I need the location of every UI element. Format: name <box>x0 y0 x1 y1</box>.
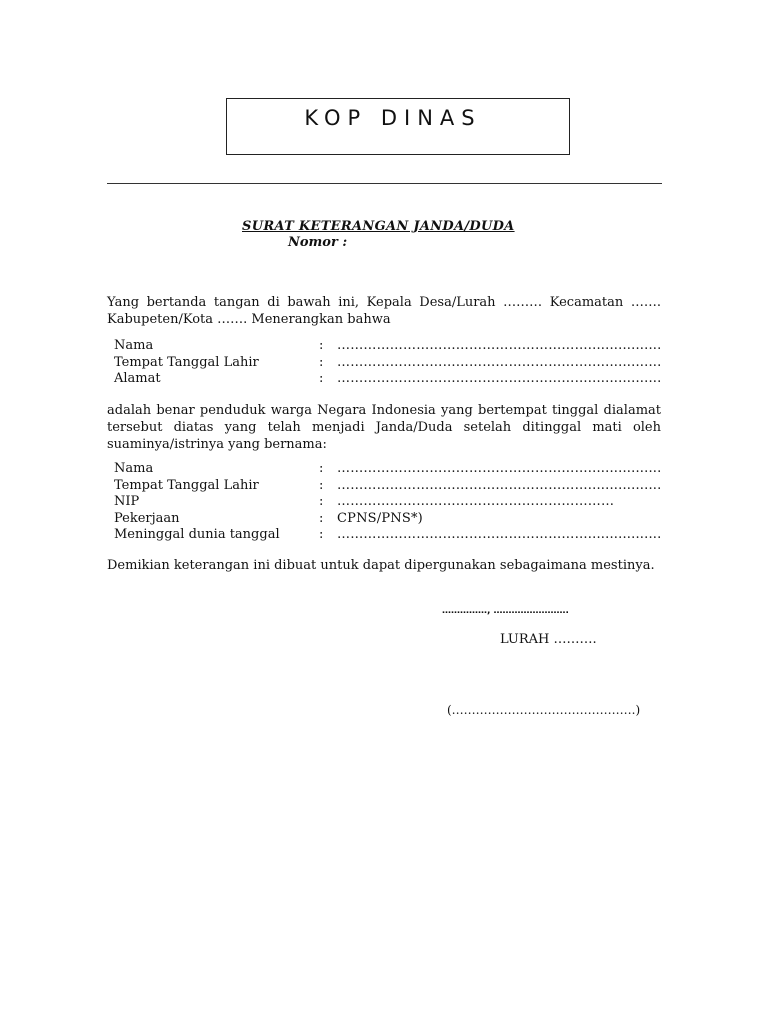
field-value: ……………………………………………………… <box>337 494 615 509</box>
field-label: Tempat Tanggal Lahir <box>114 354 259 370</box>
field-colon: : <box>319 354 324 370</box>
field-value: …………………………………………………................. <box>337 371 662 386</box>
signature-title: LURAH ………. <box>500 632 597 647</box>
field-label: Meninggal dunia tanggal <box>114 527 280 542</box>
letterhead-label: KOP DINAS <box>304 106 482 130</box>
field-value: …………………………………………………................. <box>337 461 662 476</box>
field-label: Tempat Tanggal Lahir <box>114 477 259 493</box>
letterhead-divider <box>107 183 662 184</box>
signature-place-date: ……………, ……………………. <box>442 606 569 616</box>
field-label: NIP <box>114 494 140 509</box>
status-paragraph: adalah benar penduduk warga Negara Indonesia yang bertempat tinggal dialamat tersebut diatas yang telah menjadi Janda/Duda setelah ditinggal mati oleh suaminya/istrinya yang bernama: <box>107 403 661 452</box>
field-colon: : <box>319 477 324 493</box>
field-value: …………………………………………………................. <box>337 477 662 493</box>
field-colon: : <box>319 461 324 476</box>
document-title: SURAT KETERANGAN JANDA/DUDA <box>242 219 515 234</box>
field-value: …………………………………………………................. <box>337 338 662 353</box>
field-label: Pekerjaan <box>114 510 180 526</box>
field-value: …………………………………………………................. <box>337 527 662 542</box>
closing-paragraph: Demikian keterangan ini dibuat untuk dapat dipergunakan sebagaimana mestinya. <box>107 558 655 573</box>
field-colon: : <box>319 371 324 386</box>
signature-name: (……………………………………….) <box>447 703 641 717</box>
field-label: Alamat <box>114 371 161 386</box>
field-value: CPNS/PNS*) <box>337 510 423 526</box>
document-number-label: Nomor : <box>288 235 348 250</box>
field-colon: : <box>319 527 324 542</box>
field-colon: : <box>319 510 324 526</box>
field-label: Nama <box>114 338 154 353</box>
field-colon: : <box>319 338 324 353</box>
field-label: Nama <box>114 461 154 476</box>
field-colon: : <box>319 494 324 509</box>
field-value: …………………………………………………................. <box>337 354 662 370</box>
intro-paragraph: Yang bertanda tangan di bawah ini, Kepala Desa/Lurah ……… Kecamatan ……. Kabupeten/Kota ……. Menerangkan bahwa <box>107 295 661 327</box>
